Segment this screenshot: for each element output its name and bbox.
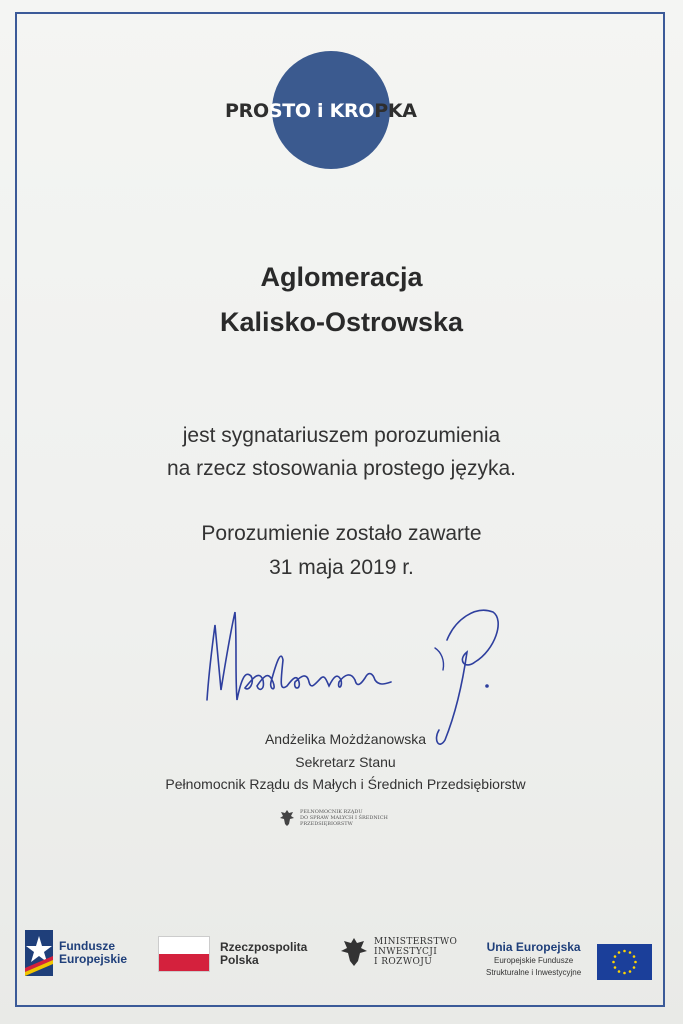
office-emblem-text	[300, 809, 388, 827]
signer-role: Sekretarz Stanu	[295, 754, 396, 770]
office-emblem	[278, 807, 388, 829]
ue-subtitle: Europejskie Fundusze	[494, 956, 574, 965]
rzeczpospolita-polska-logo	[158, 936, 307, 972]
agreement-line1: Porozumienie zostało zawarte	[201, 522, 482, 545]
office-emblem-line: PEŁNOMOCNIK RZĄDU	[300, 809, 363, 815]
eagle-emblem-icon	[278, 808, 296, 828]
fe-text-line: Fundusze	[59, 939, 115, 953]
recipient-name-line1: Aglomeracja	[260, 262, 423, 292]
eagle-emblem-icon	[340, 936, 368, 968]
logo-text-part: PKA	[374, 100, 417, 122]
fe-text	[59, 940, 127, 966]
recipient-name-line2: Kalisko-Ostrowska	[219, 307, 464, 337]
unia-europejska-text	[486, 940, 581, 978]
statement-line2: na rzecz stosowania prostego języka.	[166, 457, 516, 480]
eu-flag-icon	[597, 944, 652, 980]
polish-flag-icon	[158, 936, 210, 972]
mi-text	[374, 937, 457, 967]
funding-logos-bar	[0, 928, 683, 983]
agreement-date: 31 maja 2019 r.	[269, 556, 414, 579]
mi-text-line: MINISTERSTWO	[374, 937, 458, 947]
logo-text-part: i	[317, 100, 324, 122]
fe-text-line: Europejskie	[59, 952, 128, 966]
signer-name: Andżelika Możdżanowska	[264, 731, 427, 747]
signer-office: Pełnomocnik Rządu ds Małych i Średnich Przedsiębiorstw	[165, 776, 526, 792]
ministerstwo-logo	[340, 936, 457, 968]
ue-subtitle: Strukturalne i Inwestycyjne	[486, 968, 582, 977]
handwritten-signature	[195, 600, 515, 750]
ue-title: Unia Europejska	[486, 940, 581, 954]
statement-line1: jest sygnatariuszem porozumienia	[182, 424, 501, 447]
rp-text-line: Rzeczpospolita	[220, 940, 308, 954]
fe-star-icon	[25, 930, 53, 976]
office-emblem-line: PRZEDSIĘBIORSTW	[300, 821, 353, 827]
logo-text	[225, 100, 417, 122]
logo-text-part: KRO	[329, 100, 375, 122]
logo-text-part: STO	[268, 100, 311, 122]
office-emblem-line: DO SPRAW MAŁYCH I ŚREDNICH	[300, 815, 388, 821]
logo-text-part: PRO	[225, 100, 269, 122]
mi-text-line: I ROZWOJU	[374, 957, 433, 967]
mi-text-line: INWESTYCJI	[374, 947, 438, 957]
fundusze-europejskie-logo	[25, 930, 127, 976]
rp-text-line: Polska	[220, 953, 259, 967]
rp-text	[220, 941, 307, 967]
prosto-i-kropka-logo	[210, 48, 460, 173]
